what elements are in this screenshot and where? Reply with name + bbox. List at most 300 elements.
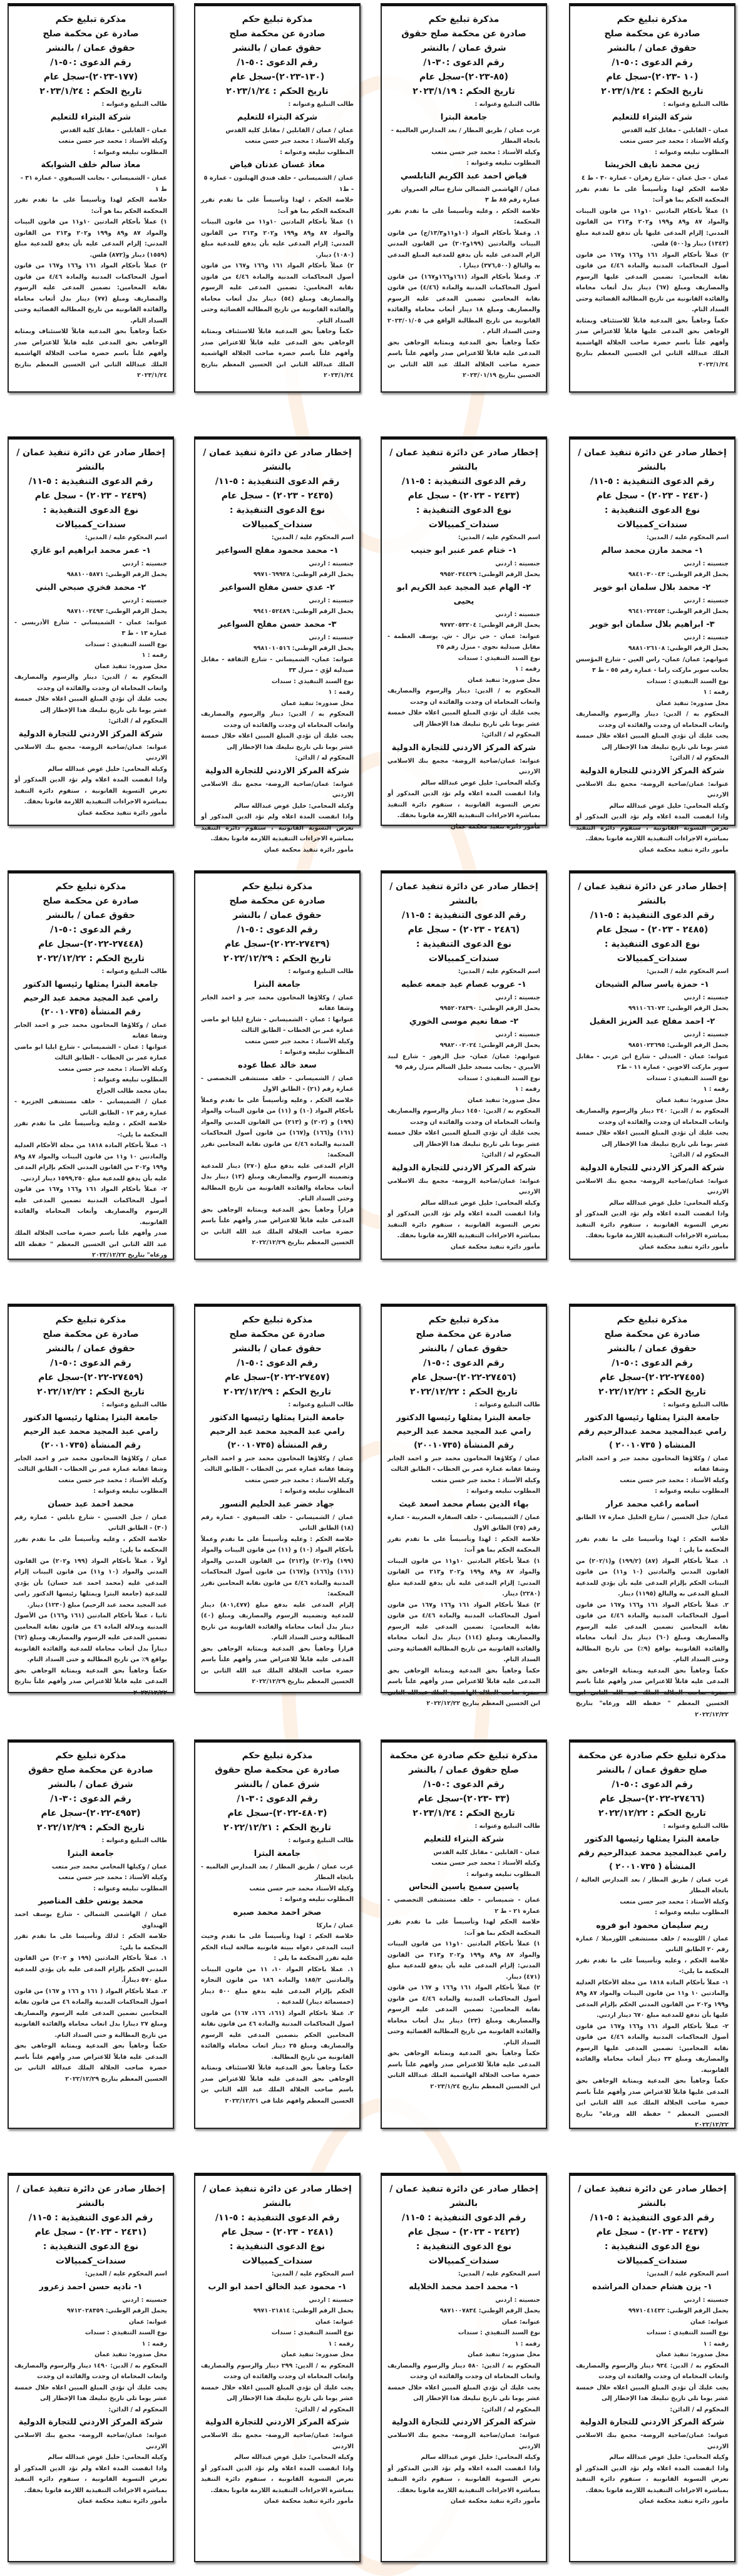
notice-paragraph: عمان / الهاشمي الشمالي - شارع يوسف احمد الهنداوي — [14, 1911, 167, 1929]
notice-heading: نوع الدعوى التنفيذية : سندات_كمبيالات — [43, 505, 139, 530]
notice-label: المحكوم له / الدائن: — [295, 2406, 354, 2413]
notice-label: وكيله الأستاذ محمد جبر حسن متعب — [249, 1885, 354, 1892]
notice-heading: (٢٧٤٦٦-٢٠٢٢)-سجل عام — [600, 1794, 705, 1804]
party-name: ريم سليمان محمود ابو فروه — [596, 1920, 709, 1930]
notice-paragraph: عمان / وكلاؤها المحامون محمد جبر و احمد الجابر وشفا عفانه — [14, 1021, 167, 1039]
notice-paragraph: عمان - شميساني - خلف مستشفى التخصصي - عمارة ٢١ - ط ٢ — [387, 1897, 540, 1915]
notice-heading: رقم الدعوى :٥٠-١/ — [423, 1358, 505, 1368]
notice-label: المطلوب تبليغه وعنوانه : — [655, 148, 729, 156]
notice-paragraph: ٢- عملاً بأحكام المواد ١٦١ و١٦٦ و١٦٧ من قانون أصول المحاكمات المدنية تضمين المدعى عليه الرسوم والمصاريف وأتعاب المحاماة والفائدة القانونية. — [14, 1186, 168, 1226]
notice-label: نوع السند التنفيذي : سندات — [458, 654, 540, 662]
notice-paragraph: عنوانه: عمان/ضاحية الروضة- مجمع بنك الاسلامي الاردني — [201, 780, 354, 798]
notice-label: وكيله المحامي: خليل عوض عبدالله سالم — [609, 2454, 729, 2461]
party-name: شركة المركز الاردني للتجارة الدولية — [580, 766, 725, 776]
notice-paragraph: عنوانه: عمان/ضاحية الروضة- مجمع بنك الاسلامي الاردني — [576, 2432, 729, 2450]
notice-label: عمان - القابلين - مقابل كلية القدس — [433, 1848, 540, 1856]
notice-label: اسم المحكوم عليه / المدين: — [85, 2270, 167, 2277]
notice-heading: رقم الدعوى :٥٠-١/ — [237, 1358, 318, 1368]
notice-paragraph: حكماً وجاهياً بحق المدعية وبمثابة الوجاهي بحق المدعى عليه قابلاً للاعتراض صدر وأفهم علناً بتاريخ ٢٠٢٢/١٢/٢٢ — [14, 1667, 167, 1696]
party-name: ١- عروب عصام عيد جمعه عطيه — [401, 979, 526, 989]
notice-label: طالب التبليغ وعنوانه : — [101, 1837, 167, 1844]
notice-label: اسم المحكوم عليه / المدين: — [458, 534, 540, 541]
party-name: شركة المركز الاردني للتجارة الدولية — [205, 766, 350, 776]
notice-heading: نوع الدعوى التنفيذية : سندات_كمبيالات — [43, 2242, 139, 2266]
notice-heading: رقم الدعوى التنفيذية : ٥-١١/ — [590, 910, 715, 920]
party-name: جامعة البترا يمثلها رئيسها الدكتور رامي عبد المجيد محمد عبد الرحيم رقم المنشأة (٢٠٠١٠٧٣٥) — [23, 979, 158, 1017]
notice-paragraph: المحكوم به / الدين: دينار والرسوم والمصاريف واتعاب المحاماة ان وجدت والفائدة ان وجدت — [201, 711, 354, 729]
notice-paragraph: ١. عملا باحكام المواد ١٠، ١١ من قانون البينات والمادتين ١٨٥/٢ والمادة ١٨٦ من قانون التجارة الحكم بإلزام المدعى عليه بدفع مبلغ ٥٠٠ دينار (خمسمائة دينار) للمدعية . — [201, 1965, 354, 2006]
notice-heading: (٢٧٤٣٩-٢٠٢٢)-سجل عام — [225, 939, 330, 949]
party-name: ٢- الهام عبد المجيد عبد الكريم ابو يحيى — [397, 582, 531, 606]
notice-paragraph: ١) عملاً بأحكام المادتين ١٠و١١ من قانون البينات والمواد ٨٧ و٨٩ و١٩٩ و٢٠٢ و٢١٣ من القانون المدني: إلزام المدعى عليه بأن يدفع للمدعية مبلغ (١٠٨٠) دينار. — [201, 219, 354, 259]
party-name: ٢- صفا نعيم موسى الخوري — [409, 1016, 519, 1026]
notice-label: طالب التبليغ وعنوانه : — [663, 1401, 729, 1408]
notice-heading: رقم الدعوى :٥٠-١/ — [612, 1358, 693, 1368]
notice-label: نوع السند التنفيذي : سندات — [271, 2329, 354, 2336]
notice-paragraph: عنوانه: عمان — [501, 2318, 540, 2326]
notice-paragraph: ثانيا ، عملاً بأحكام المادتين (١٦١ و١٦٦) من الأصول المدنية وبدلالة المادة ٤٦ من قانون نقابة المحامين تضمين المدعى عليه الرسوم والمصاريف ومبلغ (٦٢) ديناراً بدل أتعاب محاماة للمدعية والفائدة القانونية بواقع ٩٪ من تاريخ المطالبة و حتى السداد التام. — [14, 1612, 168, 1663]
notice-paragraph: ٢) عملاً بأحكام المواد ١٦١ و١٦٦ و١٦٧ من قانون أصول المحاكمات المدنية والمادة ٤/٤٦ من قانون نقابة المحامين: تضمين المدعى عليه الرسوم والمصاريف ومبلغ (١١٤) دينار بدل أتعاب محاماة والفائدة القانونية من تاريخ المطالبة القضائية وحتى السداد التام. — [387, 1601, 540, 1663]
notice-label: يحمل الرقم الوطني: ٩٨٧١٠٠٧٨٣٤ — [439, 2307, 540, 2314]
notice-label: يحمل الرقم الوطني: ٩٨٤١٠٣٠٠٤٣ — [628, 571, 729, 578]
notice-heading: (٢٤٨١ - ٢٠٢٣) - سجل عام — [221, 2227, 334, 2237]
notice-paragraph: واذا انقضت المدة اعلاه ولم تؤد الدين المذكور أو تعرض التسوية القانونية ، ستقوم دائرة التنفيذ بمباشرة الاجراءات التنفيذية اللازمة قانونا بحقك. — [576, 813, 729, 842]
notice-label: طالب التبليغ وعنوانه : — [288, 968, 354, 975]
notice-paragraph: ٢. عملا باحكام المواد (١٦١، ١٦٦، ١٦٧) من قانون اصول المحاكمات المدنية والمادة ٤٦ من قانون نقابة المحامين الحكم بتضمين المدعى عليه الرسوم والمصاريف ومبلغ ٢٥ دينار اتعاب محاماه والفائدة القانونية من تاريخ المطالبة. — [201, 2009, 354, 2061]
notice-paragraph: خلاصة الحكم : وعليه وتأسيساً على ما تقدم وعملاً بأحكام المواد (١٠) و (١١) من قانون البينات والمواد (١٩٩) و(٢٠٢) و(٢١٣) من القانون المدني والمواد (١٦١) و(١٦٦) و(١٦٧) من قانون أصول المحاكمات المدنية والمادة ٤/٤٦ من قانون نقابة المحامين تقرر المحكمة: — [201, 1535, 354, 1597]
notice-paragraph: واذا انقضت المدة اعلاه ولم تؤد الدين المذكور أو تعرض التسوية القانونية ، ستقوم دائرة التنفيذ بمباشرة الاجراءات التنفيذية اللازمة قانونا بحقك. — [201, 2465, 354, 2494]
notice-label: المطلوب تبليغه وعنوانه : — [466, 160, 540, 167]
notice-label: محل صدوره: تنفيذ عمان — [95, 2351, 167, 2358]
notice-label: اسم المحكوم عليه / المدين: — [85, 534, 167, 541]
notice-label: يمان محمد طالب الجراح — [96, 1087, 167, 1095]
notice-paragraph: عمان / الشميساني - خلف السفارة المغربية - عمارة رقم (٢٥) الطابق الاول — [387, 1513, 540, 1532]
notice-label: طالب التبليغ وعنوانه : — [101, 101, 167, 108]
notice-paragraph: واذا انقضت المدة اعلاه ولم تؤد الدين المذكور أو تعرض التسوية القانونية ، ستقوم دائرة التنفيذ بمباشرة الاجراءات التنفيذية اللازمة قانونا بحقك. — [387, 790, 540, 819]
notice-label: طالب التبليغ وعنوانه : — [288, 101, 354, 108]
notice-paragraph: خلاصة الحكم ، وعليه وتأسيساً على ما تقدم تقرر المحكمة: — [387, 207, 540, 225]
notice-label: جنسيته : اردني — [495, 2296, 540, 2304]
notice-paragraph: ١- عملاً بأحكام المادة ١٨١٨ من مجلة الأحكام العدلية والمادتين ١٠ و١١ من قانون البينات والمواد ٨٧ و٨٩ و١٩٩ و٢٠٢ من القانون المدني الحكم بإلزام المدعى عليه بأن يدفع للمدعية مبلغ ١٥٩٩,٢٥٠ دينار اردني. — [14, 1142, 168, 1182]
notice-heading: رقم الدعوى التنفيذية : ٥-١١/ — [590, 477, 715, 487]
notice-paragraph: عنوانهم: عمان/ عمان- راس العين - شارع المؤسس بجانب سوبر ماركت راما - عمارة رقم ٥٥ - ط ٣ — [576, 656, 729, 674]
party-name: اسامه راغب محمد عرار — [605, 1499, 699, 1509]
notice-paragraph: عمان / الشميساني - خلف مستشفى التخصصي - عمارة رقم (٢١) - الطابق الاول — [201, 1074, 354, 1093]
notice-heading: تاريخ الحكم : ٢٠٢٣/١/٢٤ — [226, 86, 329, 96]
notice-label: يحمل الرقم الوطني: ٩٩٨١٠١٠٥١٦ — [253, 645, 354, 652]
notice-paragraph: المحكوم به / الدين: ٥٨٠ دينار والرسوم والمصاريف واتعاب المحاماة ان وجدت والفائدة ان وجدت — [387, 2362, 540, 2380]
notice-heading: إخطار صادر عن دائرة تنفيذ عمان / بالنشر — [578, 882, 727, 906]
notice-heading: مذكرة تبليغ حكم — [55, 1315, 126, 1325]
party-name: سعد خالد عطا عوده — [238, 1060, 317, 1070]
notice-paragraph: يجب عليك أن تؤدي المبلغ المبين اعلاه خلال خمسة عشر يوما تلي تاريخ تبليغك هذا الإخطار إلى — [387, 2384, 540, 2402]
notice-label: نوع السند التنفيذي : سندات — [271, 677, 354, 685]
notice-label: وكيله الأستاذ : محمد جبر حسن متعب — [58, 1874, 167, 1881]
notice-paragraph: حكماً وجاهياً بحق المدعية وبمثابة الوجاهي بحق المدعى عليه قابلاً للاعتراض صدر وأفهم علناً باسم حضرة صاحب الجلالة الهاشمية الملك عبدالله الثاني ابن الحسين المعظم بتاريخ ٢٠٢٢/١٢/٢٢ — [387, 1667, 540, 1707]
party-name: فياض احمد عبد الكريم النابلسي — [400, 171, 528, 181]
notice-label: اسم المحكوم عليه / المدين: — [271, 534, 354, 541]
notice-label: يحمل الرقم الوطني: ٩٦٤١٠٢٢٤٥٣ — [628, 608, 729, 615]
notice-label: المحكوم له / الدائن: — [108, 2406, 167, 2413]
notice-label: اسم المحكوم عليه / المدين: — [458, 2270, 540, 2277]
notice-paragraph: خلاصة الحكم : لذلك وتأسيسا على ما تقدم تقرر المحكمة ما يلي: — [14, 1933, 167, 1951]
notice-heading: نوع الدعوى التنفيذية : سندات_كمبيالات — [604, 2242, 700, 2266]
notice-paragraph: حكماً وجاهياً بحق المدعية قابلاً للاستئناف وبمثابة الوجاهي بحق المدعى عليه قابلاً للاعتراض صدر باسم صاحب الجلالة الملك عبد الله الثاني بن الحسين المعظم وافهم علنا في ٢٠٢٢/١٢/٢١ — [201, 2064, 354, 2105]
notice-heading: تاريخ الحكم : ٢٠٢٣/١/٢٤ — [412, 1808, 515, 1818]
notice-label: المحكوم له / الدائن: — [481, 1151, 540, 1158]
notice-heading: رقم الدعوى التنفيذية : ٥-١١/ — [590, 2213, 715, 2223]
notice-heading: (١٠ -٢٠٢٣)-سجل عام — [606, 72, 699, 82]
notice-paragraph: ١. عملاً بأحكام المواد (٨٧) (١٩٩/٢) و(٢٠٢/١) من القانون المدني والمادتين (١٠ و١١) من قانون البينات الحكم بإلزام المدعى عليه بأن يؤدي للمدعية المبلغ المدعى به والبالغ (١١٩٥) دينار. — [576, 1557, 729, 1597]
notice-paragraph: خلاصة الحكم : لهذا وتأسيساً على ما تقدم وحيث اثبت المدعي دعواه ببينة قانونية صالحة لبناء الحكم عليه تقرر المحكمة ما يلي : — [201, 1933, 354, 1962]
notice-label: وكيله المحامي: خليل عوض عبدالله سالم — [421, 2454, 540, 2461]
notice-label: وكيله المحامي: خليل عوض عبدالله سالم — [48, 2454, 167, 2461]
notice-heading: صادرة عن محكمة صلح — [229, 896, 325, 906]
notice-label: وكيله الأستاذ : محمد جبر حسن متعب — [58, 1065, 167, 1073]
party-name: ١- يزن هشام حمدان المراشده — [592, 2282, 712, 2292]
notice-heading: نوع الدعوى التنفيذية : سندات_كمبيالات — [416, 505, 512, 530]
judgment-notification-notice — [381, 1739, 547, 2129]
notice-paragraph: يجب عليك أن تؤدي المبلغ المبين اعلاه خلال خمسة عشر يوما تلي تاريخ تبليغك هذا الإخطار إلى — [387, 1130, 540, 1148]
notice-label: وكيله الأستاذ : محمد جبر حسن متعب — [620, 1898, 729, 1905]
notice-paragraph: عنوانه: عمان - حي نزال - ش. يوسف العظمة - مقابل صيدلية نجوى - منزل رقم ٢٥ — [387, 632, 540, 651]
notice-label: المطلوب تبليغه وعنوانه : — [655, 1488, 729, 1495]
judgment-notification-notice — [194, 1304, 361, 1693]
notice-paragraph: يجب عليك أن تؤدي المبلغ المبين اعلاه خلال خمسة عشر يوما تلي تاريخ تبليغك هذا الإخطار إلى — [576, 2384, 729, 2402]
notice-heading: تاريخ الحكم : ٢٠٢٢/١٢/٢٢ — [598, 1387, 706, 1397]
notice-paragraph: ٢. عملاً بأحكام المواد ١٦١ و١٦٦ و١٦٧ من قانون أصول المحاكمات المدنية والمادة ٤/٤٦ من قانون نقابة المحامين تضمين المدعى عليه الرسوم والمصاريف ومبلغ (٦٠) دينار بدل أتعاب محاماة والفائدة القانونية بواقع (٩٪) من تاريخ المطالبة وحتى السداد التام. — [576, 1601, 729, 1663]
notice-heading: نوع الدعوى التنفيذية : سندات_كمبيالات — [416, 2242, 512, 2266]
notice-label: محل صدوره: تنفيذ عمان — [656, 2351, 729, 2358]
notice-heading: مذكرة تبليغ حكم — [242, 882, 313, 892]
judgment-notification-notice — [569, 1304, 735, 1718]
party-name: ١- محمود عبد الخالق احمد ابو الرب — [208, 2282, 347, 2292]
notice-label: مأمور دائرة تنفيذ محكمة عمان — [264, 846, 354, 853]
notice-label: وكيله المحامي: خليل عوض عبدالله سالم — [421, 1199, 540, 1207]
notice-label: يحمل الرقم الوطني: ٩٩٧١٠٤١٤٣٢ — [628, 2307, 729, 2314]
notice-heading: صادرة عن محكمة صلح — [604, 1329, 700, 1339]
notice-heading: رقم الدعوى التنفيذية : ٥-١١/ — [28, 2213, 153, 2223]
party-name: جامعة البترا يمثلها رئيسها الدكتور رامي عبدالمجيد محمد عبدالرحيم رقم المنشاه ( ٢٠٠١٠٧٣٥ ) — [578, 1413, 727, 1450]
notice-heading: مذكرة تبليغ حكم — [55, 882, 126, 892]
notice-paragraph: عنوانه: عمان/ضاحية الروضة- مجمع بنك الاسلامي الاردني — [576, 780, 729, 798]
notice-label: محل صدوره: تنفيذ عمان — [281, 699, 354, 707]
notice-label: رقمه : ١ — [515, 1086, 540, 1093]
notice-heading: صادرة عن محكمة صلح — [416, 1329, 512, 1339]
notice-label: محل صدوره: تنفيذ عمان — [468, 676, 540, 684]
notice-label: المحكوم له / الدائن: — [108, 718, 167, 724]
notice-heading: (٤٩٥٣-٢٠٢٢)-سجل عام — [41, 1808, 141, 1818]
notice-paragraph: ٢) عملاً بأحكام المواد ١٦١ و١٦٦ و ١٦٧ من قانون أصول المحاكمات المدنية والمادة ٤/٤٦ من قانون نقابة المحامين: تضمين المدعى عليه الرسوم والمصاريف ومبلغ (٢٣) دينار بدل أتعاب محاماة والفائدة القانونية من تاريخ المطالبة القضائية وحتى السداد التام. — [387, 1984, 540, 2046]
notice-paragraph: عنوانها : عمان - الشميساني - شارع ايليا ابو ماضي عمارة عمر بن الخطاب - الطابق الثالث — [14, 1043, 167, 1061]
notice-paragraph: ٢- عملاً بأحكام المواد ١٦١ و١٦٦ و١٦٧ من قانون أصول المحاكمات المدنية والمادة ٤/٤٦ من قانون نقابة المحامين: تضمين المدعى عليها الرسوم والمصاريف ومبلغ ٣٣ دينار أتعاب محاماة والفائدة القانونية. — [576, 2022, 729, 2074]
notice-heading: (٢٧٤٥٧-٢٠٢٢)-سجل عام — [225, 1373, 330, 1383]
notice-label: المطلوب تبليغه وعنوانه : — [93, 1488, 167, 1495]
notice-paragraph: ١) عملاً بأحكام المادتين ١٠و١١ من قانون البينات والمواد ٨٧ و٨٩ و١٩٩ و٢٠٢ و٢١٣ من القانون المدني: إلزام المدعى عليه بأن يدفع للمدعية مبلغ (٤٧١) دينار. — [387, 1940, 540, 1981]
party-name: شركة المركز الاردني للتجارة الدولية — [205, 2418, 350, 2427]
notice-paragraph: خلاصة الحكم ، وعليه وتأسيساً على ما تقدم تقرر المحكمة ما يلي:- — [14, 1120, 167, 1138]
notice-label: وكيله المحامي: خليل عوض عبدالله سالم — [234, 2454, 354, 2461]
notice-label: عمان / عمان / القابلين / مقابل كلية القدس — [225, 126, 354, 134]
notice-heading: نوع الدعوى التنفيذية : سندات_كمبيالات — [604, 505, 700, 530]
notice-label: عمان - القابلين - مقابل كلية القدس — [622, 126, 729, 134]
party-name: جامعة البترا يمثلها رئيسها الدكتور رامي عبدالمجيد محمد عبدالرحيم رقم المنشأة ( ٢٠٠١٠٧٣٥ ) — [578, 1834, 727, 1872]
judgment-notification-notice — [381, 1304, 547, 1707]
notice-heading: شرق عمان / بالنشر — [421, 43, 506, 53]
party-name: محمد يونس خلف المناصير — [38, 1897, 143, 1906]
notice-label: مأمور دائرة تنفيذ محكمة عمان — [77, 2498, 167, 2505]
party-name: ياسين سميح ياسين النحاس — [409, 1882, 519, 1892]
notice-paragraph: المحكوم به / الدين: ٢٤٠ دينار والرسوم والمصاريف واتعاب المحاماة ان وجدت والفائدة ان وجدت — [576, 1108, 729, 1126]
notice-heading: حقوق عمان / بالنشر — [233, 43, 322, 53]
notice-heading: رقم الدعوى :٣٠-١/ — [423, 58, 505, 68]
notice-paragraph: عنوانه: عمان/ضاحية الروضة- مجمع بنك الاسلامي الاردني — [14, 743, 167, 761]
notice-label: مأمور دائرة تنفيذ محكمة عمان — [638, 2498, 729, 2505]
notice-heading: إخطار صادر عن دائرة تنفيذ عمان / بالنشر — [203, 448, 352, 472]
notice-paragraph: حكماً وجاهياً بحق المدعية وبمثابة الوجاهي بحق المدعى عليه قابلاً للاعتراض صدر وأفهم علناً باسم حضرة صاحب الجلالة الملك عبد الله الثاني بن الحسين بتاريخ ٢٠٢٣/٠١/١٩ — [387, 339, 540, 379]
notice-heading: تاريخ الحكم : ٢٠٢٣/١/٢٤ — [39, 86, 142, 96]
notice-paragraph: حكماً وجاهياً بحق المدعية قابلاً للاستئناف وبمثابة الوجاهي بحق المدعى عليه قابلاً للاعتراض صدر وأفهم علناً باسم حضرة صاحب الجلالة الهاشمية الملك عبدالله الثاني ابن الحسين المعظم بتاريخ ٢٠٢٣/١/٢٤ — [201, 328, 354, 379]
notice-label: عمان / ماركا — [316, 1922, 354, 1929]
notice-heading: إخطار صادر عن دائرة تنفيذ عمان / بالنشر — [578, 2184, 727, 2208]
notice-label: غرب عمان / طريق المطار / بعد المدارس العالمية - باتجاه المطار — [391, 126, 540, 145]
party-name: جامعة البترا — [440, 112, 488, 122]
notice-label: اسم المحكوم عليه / المدين: — [458, 968, 540, 975]
notice-paragraph: حكماً وجاهياً بحق المدعية قابلاً للاستئناف وبمثابة الوجاهي بحق المدعى عليه قابلاً للاعتراض صدر وأفهم علناً باسم حضرة صاحب الجلالة الهاشمية الملك عبدالله الثاني ابن الحسين المعظم بتاريخ ٢٠٢٣/١/٢٤ — [14, 328, 167, 379]
notice-label: المطلوب تبليغه وعنوانه : — [466, 1488, 540, 1495]
notice-label: طالب التبليغ وعنوانه : — [474, 1401, 540, 1408]
judgment-notification-notice — [194, 3, 361, 393]
notice-label: طالب التبليغ وعنوانه : — [474, 1823, 540, 1830]
notice-paragraph: حكماً وجاهياً بحق المدعية وبمثابة الوجاهي بحق المدعى عليه قابلاً للاعتراض صدر وأفهم علناً باسم حضرة صاحب الجلالة الملك عبدالله الثاني بن الحسين المعظم بتاريخ ٢٠٢٢/١٢/٢٩ — [14, 2043, 167, 2083]
notice-label: المحكوم له / الدائن: — [295, 755, 354, 761]
notice-paragraph: يجب عليك أن تؤدي المبلغ المبين اعلاه خلال خمسة عشر يوما تلي تاريخ تبليغك هذا الإخطار إلى — [576, 733, 729, 751]
notice-label: محل صدوره: تنفيذ عمان — [468, 2351, 540, 2358]
notice-heading: تاريخ الحكم : ٢٠٢٣/١/١٩ — [412, 86, 515, 96]
notice-paragraph: خلاصة الحكم لهذا وتأسيساً على ما تقدم تقرر المحكمة الحكم بما هو آت: — [576, 185, 729, 204]
notice-heading: حقوق عمان / بالنشر — [608, 43, 697, 53]
notice-heading: رقم الدعوى التنفيذية : ٥-١١/ — [401, 477, 526, 487]
notice-heading: (٢٤٣٠ - ٢٠٢٣) - سجل عام — [596, 491, 709, 501]
notice-label: يحمل الرقم الوطني: ٩٩٥٢٠٣٤٤٢٩ — [439, 571, 540, 578]
notice-paragraph: عمان / جبل الحسين - شارع نابلس - عمارة رقم (٣٠) - الطابق الثاني — [14, 1513, 167, 1532]
party-name: صخر احمد محمد صبره — [233, 1907, 322, 1917]
party-name: جامعة البترا — [254, 979, 301, 989]
notice-label: محل صدوره: تنفيذ عمان — [468, 1096, 540, 1104]
notice-label: يحمل الرقم الوطني: ٩٩٧١٠٢١٨١٤ — [253, 2307, 354, 2314]
notice-label: وكيله المحامي: خليل عوض عبدالله سالم — [609, 1199, 729, 1207]
notice-paragraph: عنوانهم: عمان/ عمان- جبل الزهور - شارع لبيد الأميري - بجانب مسجد خليل السالم منزل رقم ٩٥ — [387, 1053, 540, 1071]
party-name: ١- حمزة ياسر سالم الشيحان — [595, 979, 709, 989]
judgment-notification-notice — [569, 3, 735, 393]
notice-paragraph: يجب عليك أن تؤدي المبلغ المبين اعلاه خلال خمسة عشر يوما تلي تاريخ تبليغك هذا الإخطار إلى — [576, 1130, 729, 1148]
notice-label: المطلوب تبليغه وعنوانه : — [280, 148, 354, 156]
notice-label: عمان / وكيلها المحامي محمد جبر متعب — [51, 1863, 167, 1870]
notice-paragraph: حكماً وجاهياً بحق المدعية وبمثابة الوجاهي بحق المدعى عليه قابلاً للاعتراض صدر وأفهم علناً باسم حضرة صاحب الجلالة الملك عبد الله الثاني ابن الحسين المعظم " حفظه الله ورعاه" بتاريخ ٢٠٢٢/١٢/٢٢ — [576, 1667, 729, 1718]
notice-label: المطلوب تبليغه وعنوانه : — [93, 1076, 167, 1083]
party-name: شركة المركز الاردني للتجارة الدولية — [391, 2418, 536, 2427]
notice-label: رقمه : ١ — [703, 689, 729, 696]
party-name: شركة المركز الاردني للتجارة الدولية — [580, 1163, 725, 1173]
notice-paragraph: عنوانه: عمان/ضاحية الروضة- مجمع بنك الاسلامي الاردني — [201, 2432, 354, 2450]
party-name: جامعة البترا — [67, 1848, 115, 1858]
notice-paragraph: ١) عملاً بأحكام المادتين ١٠و١١ من قانون البينات والمواد ٨٧ و٨٩ و١٩٩ و٢٠٢ و٢١٣ من القانون المدني: إلزام المدعى عليها بأن تدفع للمدعية مبلغ (١٣٤٣) دينار و(٥٠٠) فلس. — [576, 207, 729, 247]
notice-label: اسم المحكوم عليه / المدين: — [646, 534, 729, 541]
notice-label: رقمه : ١ — [515, 2340, 540, 2347]
party-name: جامعة البترا يمثلها رئيسها الدكتور رامي عبد المجيد محمد عبد الرحيم رقم المنشأة (٢٠٠١٠٧٣٥) — [210, 1413, 345, 1450]
notice-paragraph: المحكوم به / الدين: ٢٩٩ دينار والرسوم والمصاريف واتعاب المحاماة ان وجدت والفائدة ان وجدت — [201, 2362, 354, 2380]
notice-label: جنسيته : اردني — [309, 2296, 354, 2304]
notice-paragraph: صدر وأفهم علناً باسم حضرة صاحب الجلالة الملك عبد الله الثاني ابن الحسين المعظم " حفظه الله ورعاه" بتاريخ ٢٠٢٢/١٢/٢٢ — [14, 1230, 167, 1259]
notice-label: رقمه : ١ — [328, 2340, 354, 2347]
notice-label: يحمل الرقم الوطني: ٩٩٤١٠٥٢٤٨٩ — [253, 608, 354, 615]
notice-heading: رقم الدعوى التنفيذية : ٥-١١/ — [28, 477, 153, 487]
notice-heading: رقم الدعوى :٥٠-١/ — [50, 58, 131, 68]
notice-paragraph: يجب عليك أن تؤدي المبلغ المبين اعلاه خلال خمسة عشر يوما تلي تاريخ تبليغك هذا الإخطار إلى — [14, 2384, 167, 2402]
notice-heading: رقم الدعوى :٥٠-١/ — [423, 1780, 505, 1790]
party-name: ١- ختام عمر عنبر ابو جنيب — [411, 545, 517, 555]
notice-label: مأمور دائرة تنفيذ محكمة عمان — [638, 846, 729, 853]
notice-paragraph: غرب عمان / طريق المطار / بعد المدارس العالية / باتجاه المطار — [576, 1876, 729, 1894]
notice-label: المطلوب تبليغه وعنوانه : — [93, 148, 167, 156]
party-name: شركة المركز الاردني للتجارة الدولية — [18, 729, 163, 739]
notice-heading: صادرة عن محكمة صلح — [229, 1329, 325, 1339]
notice-heading: (٣٣ -٢٠٢٣)-سجل عام — [418, 1794, 510, 1804]
notice-paragraph: يجب عليك أن تؤدي المبلغ المبين اعلاه خلال خمسة عشر يوما تلي تاريخ تبليغك هذا الإخطار إلى — [201, 733, 354, 751]
notice-label: جنسيته : اردني — [495, 611, 540, 618]
notice-heading: إخطار صادر عن دائرة تنفيذ عمان / بالنشر — [16, 2184, 165, 2208]
notice-heading: صادرة عن محكمة صلح حقوق — [28, 1765, 153, 1775]
notice-label: المحكوم له / الدائن: — [670, 2406, 729, 2413]
notice-paragraph: ٢) عملاً بأحكام المواد ١٦١ و١٦٦ و١٦٧ من قانون أصول المحاكمات المدنية والمادة ٤/٤٦ من قانون نقابة المحامين: تضمين المدعى عليها الرسوم والمصاريف ومبلغ (٦٧) دينار بدل أتعاب محاماة والفائدة القانونية من تاريخ المطالبة القضائية وحتى السداد التام. — [576, 251, 729, 313]
notice-heading: رقم الدعوى :٥٠-١/ — [50, 1358, 131, 1368]
party-name: شركة البتراء للتعليم — [423, 1834, 505, 1844]
notice-label: جنسيته : اردني — [309, 597, 354, 604]
notice-heading: صادرة عن محكمة صلح حقوق — [215, 1765, 340, 1775]
notice-paragraph: خلاصة الحكم : لهذا وتأسيسا على ما تقدم تقرر المحكمة ما يلي : — [576, 1535, 729, 1553]
party-name: ٢- محمد فخري صبحي البني — [35, 582, 146, 592]
party-name: شركة المركز الاردني للتجارة الدولية — [391, 743, 536, 753]
party-name: ١- ناديه حسن احمد زعرور — [39, 2282, 143, 2292]
notice-heading: إخطار صادر عن دائرة تنفيذ عمان / بالنشر — [203, 2184, 352, 2208]
notice-paragraph: عمان / الشميساني - خلف مستشفى الجزيرة - عمارة رقم ١٣ - الطابق الثاني — [14, 1098, 167, 1116]
notice-heading: صادرة عن محكمة صلح — [43, 1329, 139, 1339]
notice-label: وكيله الأستاذ : محمد جبر حسن متعب — [58, 1476, 167, 1484]
notice-label: مأمور دائرة تنفيذ محكمة عمان — [450, 2498, 540, 2505]
notice-paragraph: يجب عليك أن تؤدي المبلغ المبين اعلاه خلال خمسة عشر يوما تلي تاريخ تبليغك هذا الإخطار إلى — [14, 696, 167, 714]
notice-heading: (٢٤٣٣ - ٢٠٢٣) - سجل عام — [407, 491, 520, 501]
notice-paragraph: عمان/ جبل الحسين / شارع الخليل عمارة ١٧ الطابق الثاني — [576, 1513, 729, 1532]
party-name: شركة المركز الاردني للتجارة الدولية — [18, 2418, 163, 2427]
notice-heading: نوع الدعوى التنفيذية : سندات_كمبيالات — [229, 505, 325, 530]
execution-notice — [569, 2173, 735, 2562]
notice-paragraph: يجب عليك أن تؤدي المبلغ المبين اعلاه خلال خمسة عشر يوما تلي تاريخ تبليغك هذا الإخطار إلى — [201, 2384, 354, 2402]
notice-paragraph: الزام المدعى عليه بدفع مبلغ (٢٧٠) دينار للمدعية وتضمينه الرسوم والمصاريف ومبلغ (١٣) دينار بدل أتعاب محاماة والفائدة القانونية من تاريخ المطالبة وحتى السداد التام. — [201, 1162, 354, 1202]
notice-heading: مذكرة تبليغ حكم — [242, 1751, 313, 1761]
notice-label: يحمل الرقم الوطني: ٩٩٨٢٠٠٢٠٢٤ — [439, 1042, 540, 1049]
notice-label: جنسيته : اردني — [122, 2296, 167, 2304]
notice-paragraph: ١. عملاً بأحكام المادتين (١٩٩ و ٢٠٢) من القانون المدني الحكم بإلزام المدعى عليه بان يؤدي للمدعية مبلغ ٥٧٠ ديناراً. — [14, 1955, 167, 1984]
notice-paragraph: حكماً وجاهياً بحق المدعية وبمثابة الوجاهي بحق المدعى عليه قابلاً للاعتراض صدر وأفهم علناً باسم حضرة صاحب الجلالة الهاشمية الملك عبدالله الثاني ابن الحسين المعظم بتاريخ ٢٠٢٣/١/٢٤ — [387, 2050, 540, 2090]
party-name: معاذ سالم خلف الشوابكة — [41, 160, 141, 170]
notice-label: نوع السند التنفيذي : سندات — [85, 641, 167, 648]
judgment-notification-notice — [194, 1739, 361, 2129]
notice-heading: إخطار صادر عن دائرة تنفيذ عمان / بالنشر — [16, 448, 165, 472]
notice-paragraph: المحكوم به / الدين: دينار والرسوم والمصاريف واتعاب المحاماة ان وجدت والفائدة ان وجدت — [576, 711, 729, 729]
notice-label: جنسيته : اردني — [684, 2296, 729, 2304]
notice-paragraph: عنوانه: عمان — [128, 2318, 167, 2326]
notice-label: جنسيته : اردني — [495, 994, 540, 1001]
notice-heading: حقوق عمان / بالنشر — [419, 1344, 508, 1354]
notice-heading: (٢٤٣٥ - ٢٠٢٣) - سجل عام — [221, 491, 334, 501]
notice-label: يحمل الرقم الوطني: ٩٨٨١٠٢٦١٠٨ — [628, 645, 729, 652]
notice-paragraph: عنوانه: عمان — [690, 2318, 729, 2326]
notice-paragraph: عنوانه: عمان/ضاحية الروضة- مجمع بنك الاسلامي الاردني — [14, 2432, 167, 2450]
notice-heading: إخطار صادر عن دائرة تنفيذ عمان / بالنشر — [389, 2184, 538, 2208]
notice-paragraph: عمان / اللويبده / خلف مستشفى اللوزميلا / عمارة رقم ٢٠ الطابق الثاني — [576, 1935, 729, 1953]
notice-heading: رقم الدعوى :٥٠-١/ — [612, 1780, 693, 1790]
notice-heading: إخطار صادر عن دائرة تنفيذ عمان / بالنشر — [389, 882, 538, 906]
notice-heading: حقوق عمان / بالنشر — [46, 43, 135, 53]
notice-heading: تاريخ الحكم : ٢٠٢٢/١٢/٢٩ — [223, 1387, 331, 1397]
notice-label: المطلوب تبليغه وعنوانه : — [655, 1909, 729, 1916]
notice-label: رقمه : ١ — [141, 2340, 167, 2347]
notice-paragraph: عمان / وكلاؤها المحامون محمد جبر و احمد الجابر وشفا عفانه — [201, 994, 354, 1012]
notice-heading: رقم الدعوى التنفيذية : ٥-١١/ — [401, 910, 526, 920]
notice-heading: (٢٧٤٤٨-٢٠٢٢)-سجل عام — [38, 939, 143, 949]
party-name: ١- عمر محمد ابراهيم ابو غازي — [30, 545, 151, 555]
notice-paragraph: عمان / وكلاؤها المحامون محمد جبر و احمد الجابر وشفا عفانه — [576, 1455, 729, 1473]
notice-label: رقمه : ١ — [141, 652, 167, 659]
party-name: جهاد خضر عبد الحليم النسور — [220, 1499, 335, 1509]
notice-paragraph: عمان / وكلاؤها المحامون محمد جبر و احمد الجابر وشفا عفانه عمارة عمر بن الخطاب - الطابق الثالث — [387, 1455, 540, 1473]
notice-label: جنسيته : اردني — [684, 560, 729, 567]
notice-heading: حقوق عمان / بالنشر — [233, 910, 322, 920]
notice-label: جنسيته : اردني — [495, 1031, 540, 1038]
party-name: ٢- محمد بلال سلمان ابو خوير — [593, 582, 711, 592]
notice-label: عمان - الشميساني - بجانب السيفوي - عمارة ٣١ - ط ١ — [20, 175, 167, 193]
party-name: ٢- عدي حسن مفلح السواعير — [220, 582, 335, 592]
notice-heading: مذكرة تبليغ حكم — [428, 1315, 500, 1325]
notice-paragraph: واذا انقضت المدة اعلاه ولم تؤد الدين المذكور أو تعرض التسوية القانونية ، ستقوم دائرة التنفيذ بمباشرة الاجراءات التنفيذية اللازمة قانونا بحقك. — [387, 2465, 540, 2494]
execution-notice — [194, 2173, 361, 2562]
notice-label: عمان / الشميساني - خلف فندق الهيلتون - عمارة ٥ - ط١ — [203, 175, 354, 193]
notice-paragraph: غرب عمان / طريق المطار / بعد المدارس العالميه - باتجاه المطار — [201, 1863, 354, 1881]
notice-label: جنسيته : اردني — [684, 1031, 729, 1038]
party-name: بهاء الدين بسام محمد اسعد غيث — [399, 1499, 529, 1509]
notice-paragraph: عنوانه: عمان/ضاحية الروضة- مجمع بنك الاسلامي الاردني — [387, 1177, 540, 1195]
notice-heading: نوع الدعوى التنفيذية : سندات_كمبيالات — [416, 939, 512, 964]
execution-notice — [381, 870, 547, 1260]
notice-label: يحمل الرقم الوطني: ٩٩١١٠٦٦٠٧٣ — [628, 1005, 729, 1012]
notice-heading: تاريخ الحكم : ٢٠٢٢/١٢/٢٢ — [598, 1808, 706, 1818]
notice-heading: (٢٤٣٩ - ٢٠٢٣) - سجل عام — [34, 491, 147, 501]
notice-label: وكيله الأستاذ : محمد جبر حسن متعب — [620, 1476, 729, 1484]
notice-paragraph: خلاصة الحكم : لهذا وتأسيساً على ما تقدم تقرر المحكمة الحكم بما هو آت: — [387, 1535, 540, 1553]
notice-paragraph: قراراً وجاهياً بحق المدعية وبمثابة الوجاهي بحق المدعى عليه قابلاً للاعتراض صدر وأفهم علناً باسم حضرة صاحب الجلالة الملك عبد الله الثاني بن الحسين المعظم بتاريخ ٢٠٢٢/١٢/٢٩ — [201, 1206, 354, 1246]
notice-heading: حقوق عمان / بالنشر — [46, 1344, 135, 1354]
notice-paragraph: عنوانه: عمان — [315, 2318, 354, 2326]
notice-paragraph: ١. وعملاً بأحكام المواد (١٠و١١و١٣/٣/ج) من قانون البينات والمادتين (١٩٩و٢٠٢) من القانون المدني الزام المدعى عليه بأن يدفع للمدعية المبلغ المدعى به والبالغ (٣٧٦,٥٠٠) دينارا . — [387, 229, 540, 269]
notice-heading: (١٣٠-٢٠٢٣)-سجل عام — [230, 72, 325, 82]
notice-heading: تاريخ الحكم : ٢٠٢٢/١٢/٢٢ — [410, 1387, 518, 1397]
notice-label: اسم المحكوم عليه / المدين: — [646, 968, 729, 975]
notice-heading: صادرة عن محكمة صلح — [604, 29, 700, 39]
party-name: شركة البتراء للتعليم — [50, 112, 131, 122]
notice-heading: رقم الدعوى :٥٠-١/ — [612, 58, 693, 68]
notice-paragraph: خلاصة الحكم ، وعليه وتأسيساً على ما تقدم وعملاً بأحكام المواد (١٠) و (١١) من قانون البينات والمواد (١٩٩) و (٢٠٢) و (٢١٣) من القانون المدني والمواد (١٦١) و(١٦٦) و(١٦٧) من قانون أصول المحاكمات المدنية والمادة ٤/٤٦ من قانون نقابة المحامين تقرر المحكمة: — [201, 1096, 354, 1158]
notice-label: المطلوب تبليغه وعنوانه : — [280, 1049, 354, 1056]
